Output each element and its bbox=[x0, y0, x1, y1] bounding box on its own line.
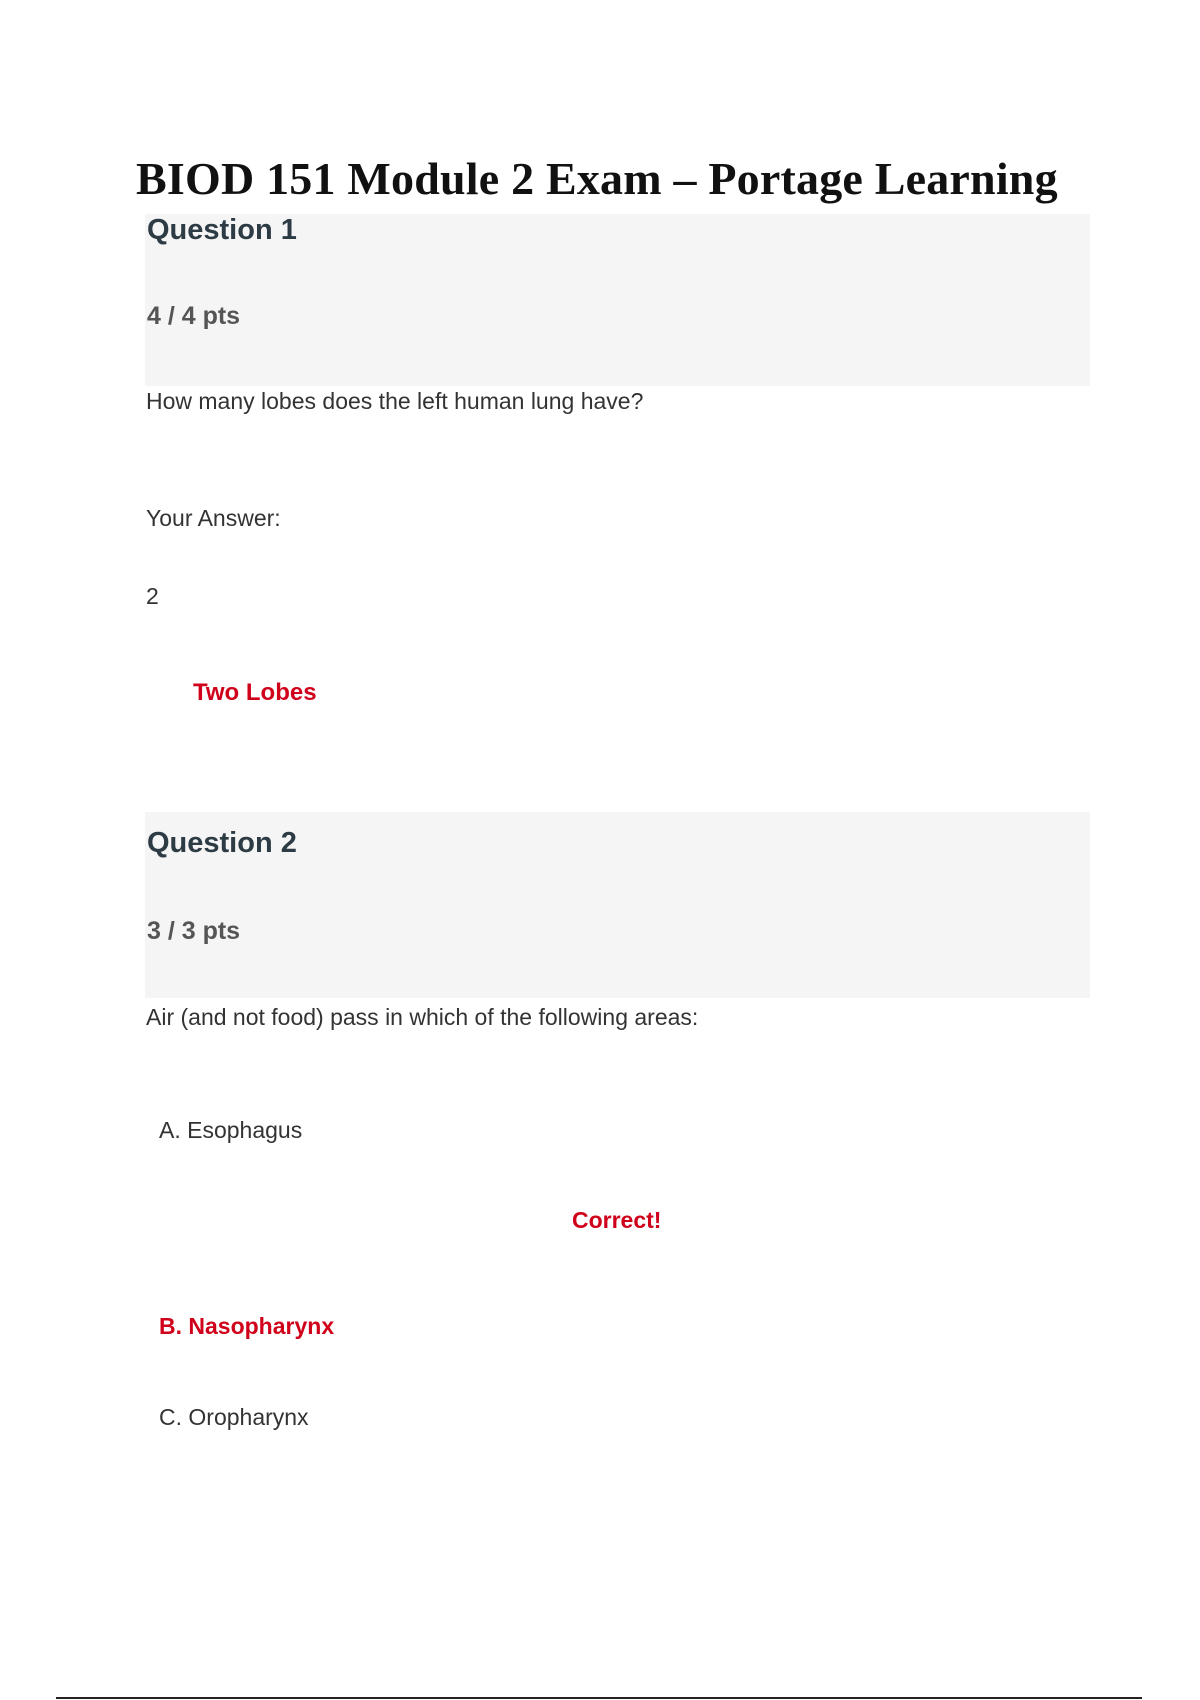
question-1-prompt: How many lobes does the left human lung have? bbox=[146, 388, 644, 414]
question-1-title: Question 1 bbox=[147, 214, 297, 246]
footer-divider bbox=[56, 1697, 1142, 1699]
your-answer-label: Your Answer: bbox=[146, 505, 281, 531]
question-1-header bbox=[145, 214, 1090, 386]
question-2-header bbox=[145, 812, 1090, 998]
question-2-prompt: Air (and not food) pass in which of the following areas: bbox=[146, 1004, 699, 1030]
answer-comment: Two Lobes bbox=[193, 679, 317, 706]
correct-indicator: Correct! bbox=[572, 1207, 662, 1233]
answer-option-c: C. Oropharynx bbox=[159, 1404, 309, 1430]
answer-option-a: A. Esophagus bbox=[159, 1117, 303, 1143]
question-2-title: Question 2 bbox=[147, 827, 297, 859]
document-title: BIOD 151 Module 2 Exam – Portage Learning bbox=[136, 153, 1058, 204]
your-answer-value: 2 bbox=[146, 583, 159, 609]
question-2-points: 3 / 3 pts bbox=[147, 917, 241, 945]
answer-option-b: B. Nasopharynx bbox=[159, 1313, 335, 1339]
question-1-points: 4 / 4 pts bbox=[147, 302, 241, 330]
